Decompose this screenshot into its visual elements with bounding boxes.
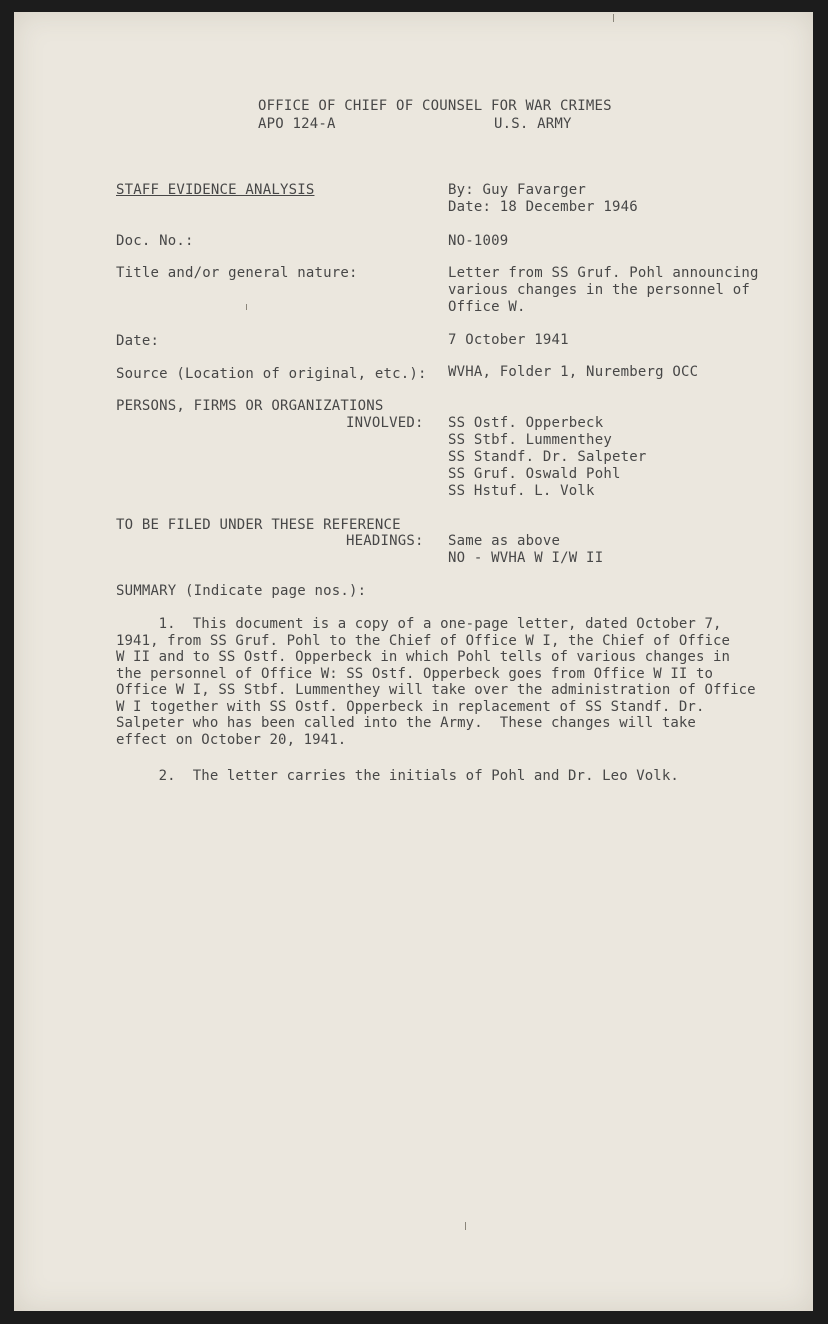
author-line: By: Guy Favarger — [448, 182, 587, 198]
summary-line: 2. The letter carries the initials of Pohl and Dr. Leo Volk. — [116, 768, 679, 784]
summary-label: SUMMARY (Indicate page nos.): — [116, 583, 367, 599]
summary-line: Office W I, SS Stbf. Lummenthey will take over the administration of Office — [116, 682, 756, 698]
date-label: Date: — [116, 333, 160, 349]
person-entry: SS Stbf. Lummenthey — [448, 432, 612, 448]
doc-no-label: Doc. No.: — [116, 233, 194, 249]
title-label: Title and/or general nature: — [116, 265, 358, 281]
paper-mark — [613, 14, 614, 22]
document-page — [14, 12, 813, 1311]
summary-line: W I together with SS Ostf. Opperbeck in replacement of SS Standf. Dr. — [116, 699, 705, 715]
filed-under-label-headings: HEADINGS: — [346, 533, 424, 549]
summary-line: effect on October 20, 1941. — [116, 732, 347, 748]
army-label: U.S. ARMY — [494, 116, 572, 132]
person-entry: SS Ostf. Opperbeck — [448, 415, 604, 431]
filed-under-value: Same as above — [448, 533, 561, 549]
filed-under-value: NO - WVHA W I/W II — [448, 550, 604, 566]
title-value-line: Office W. — [448, 299, 526, 315]
doc-no-value: NO-1009 — [448, 233, 509, 249]
filed-under-label: TO BE FILED UNDER THESE REFERENCE — [116, 517, 401, 533]
summary-line: the personnel of Office W: SS Ostf. Opperbeck goes from Office W II to — [116, 666, 714, 682]
paper-mark — [246, 304, 247, 310]
paper-mark — [465, 1222, 466, 1230]
title-value-line: various changes in the personnel of — [448, 282, 751, 298]
analysis-date-line: Date: 18 December 1946 — [448, 199, 638, 215]
date-value: 7 October 1941 — [448, 332, 569, 348]
summary-line: 1941, from SS Gruf. Pohl to the Chief of Office W I, the Chief of Office — [116, 633, 731, 649]
person-entry: SS Standf. Dr. Salpeter — [448, 449, 647, 465]
source-label: Source (Location of original, etc.): — [116, 366, 427, 382]
title-value-line: Letter from SS Gruf. Pohl announcing — [448, 265, 759, 281]
summary-line: Salpeter who has been called into the Army. These changes will take — [116, 715, 696, 731]
persons-label: PERSONS, FIRMS OR ORGANIZATIONS — [116, 398, 384, 414]
person-entry: SS Hstuf. L. Volk — [448, 483, 595, 499]
person-entry: SS Gruf. Oswald Pohl — [448, 466, 621, 482]
apo-number: APO 124-A — [258, 116, 336, 132]
persons-label-involved: INVOLVED: — [346, 415, 424, 431]
source-value: WVHA, Folder 1, Nuremberg OCC — [448, 364, 699, 380]
summary-line: 1. This document is a copy of a one-page letter, dated October 7, — [116, 616, 722, 632]
staff-evidence-analysis-title: STAFF EVIDENCE ANALYSIS — [116, 182, 315, 198]
office-heading: OFFICE OF CHIEF OF COUNSEL FOR WAR CRIMES — [258, 98, 612, 114]
summary-line: W II and to SS Ostf. Opperbeck in which Pohl tells of various changes in — [116, 649, 731, 665]
